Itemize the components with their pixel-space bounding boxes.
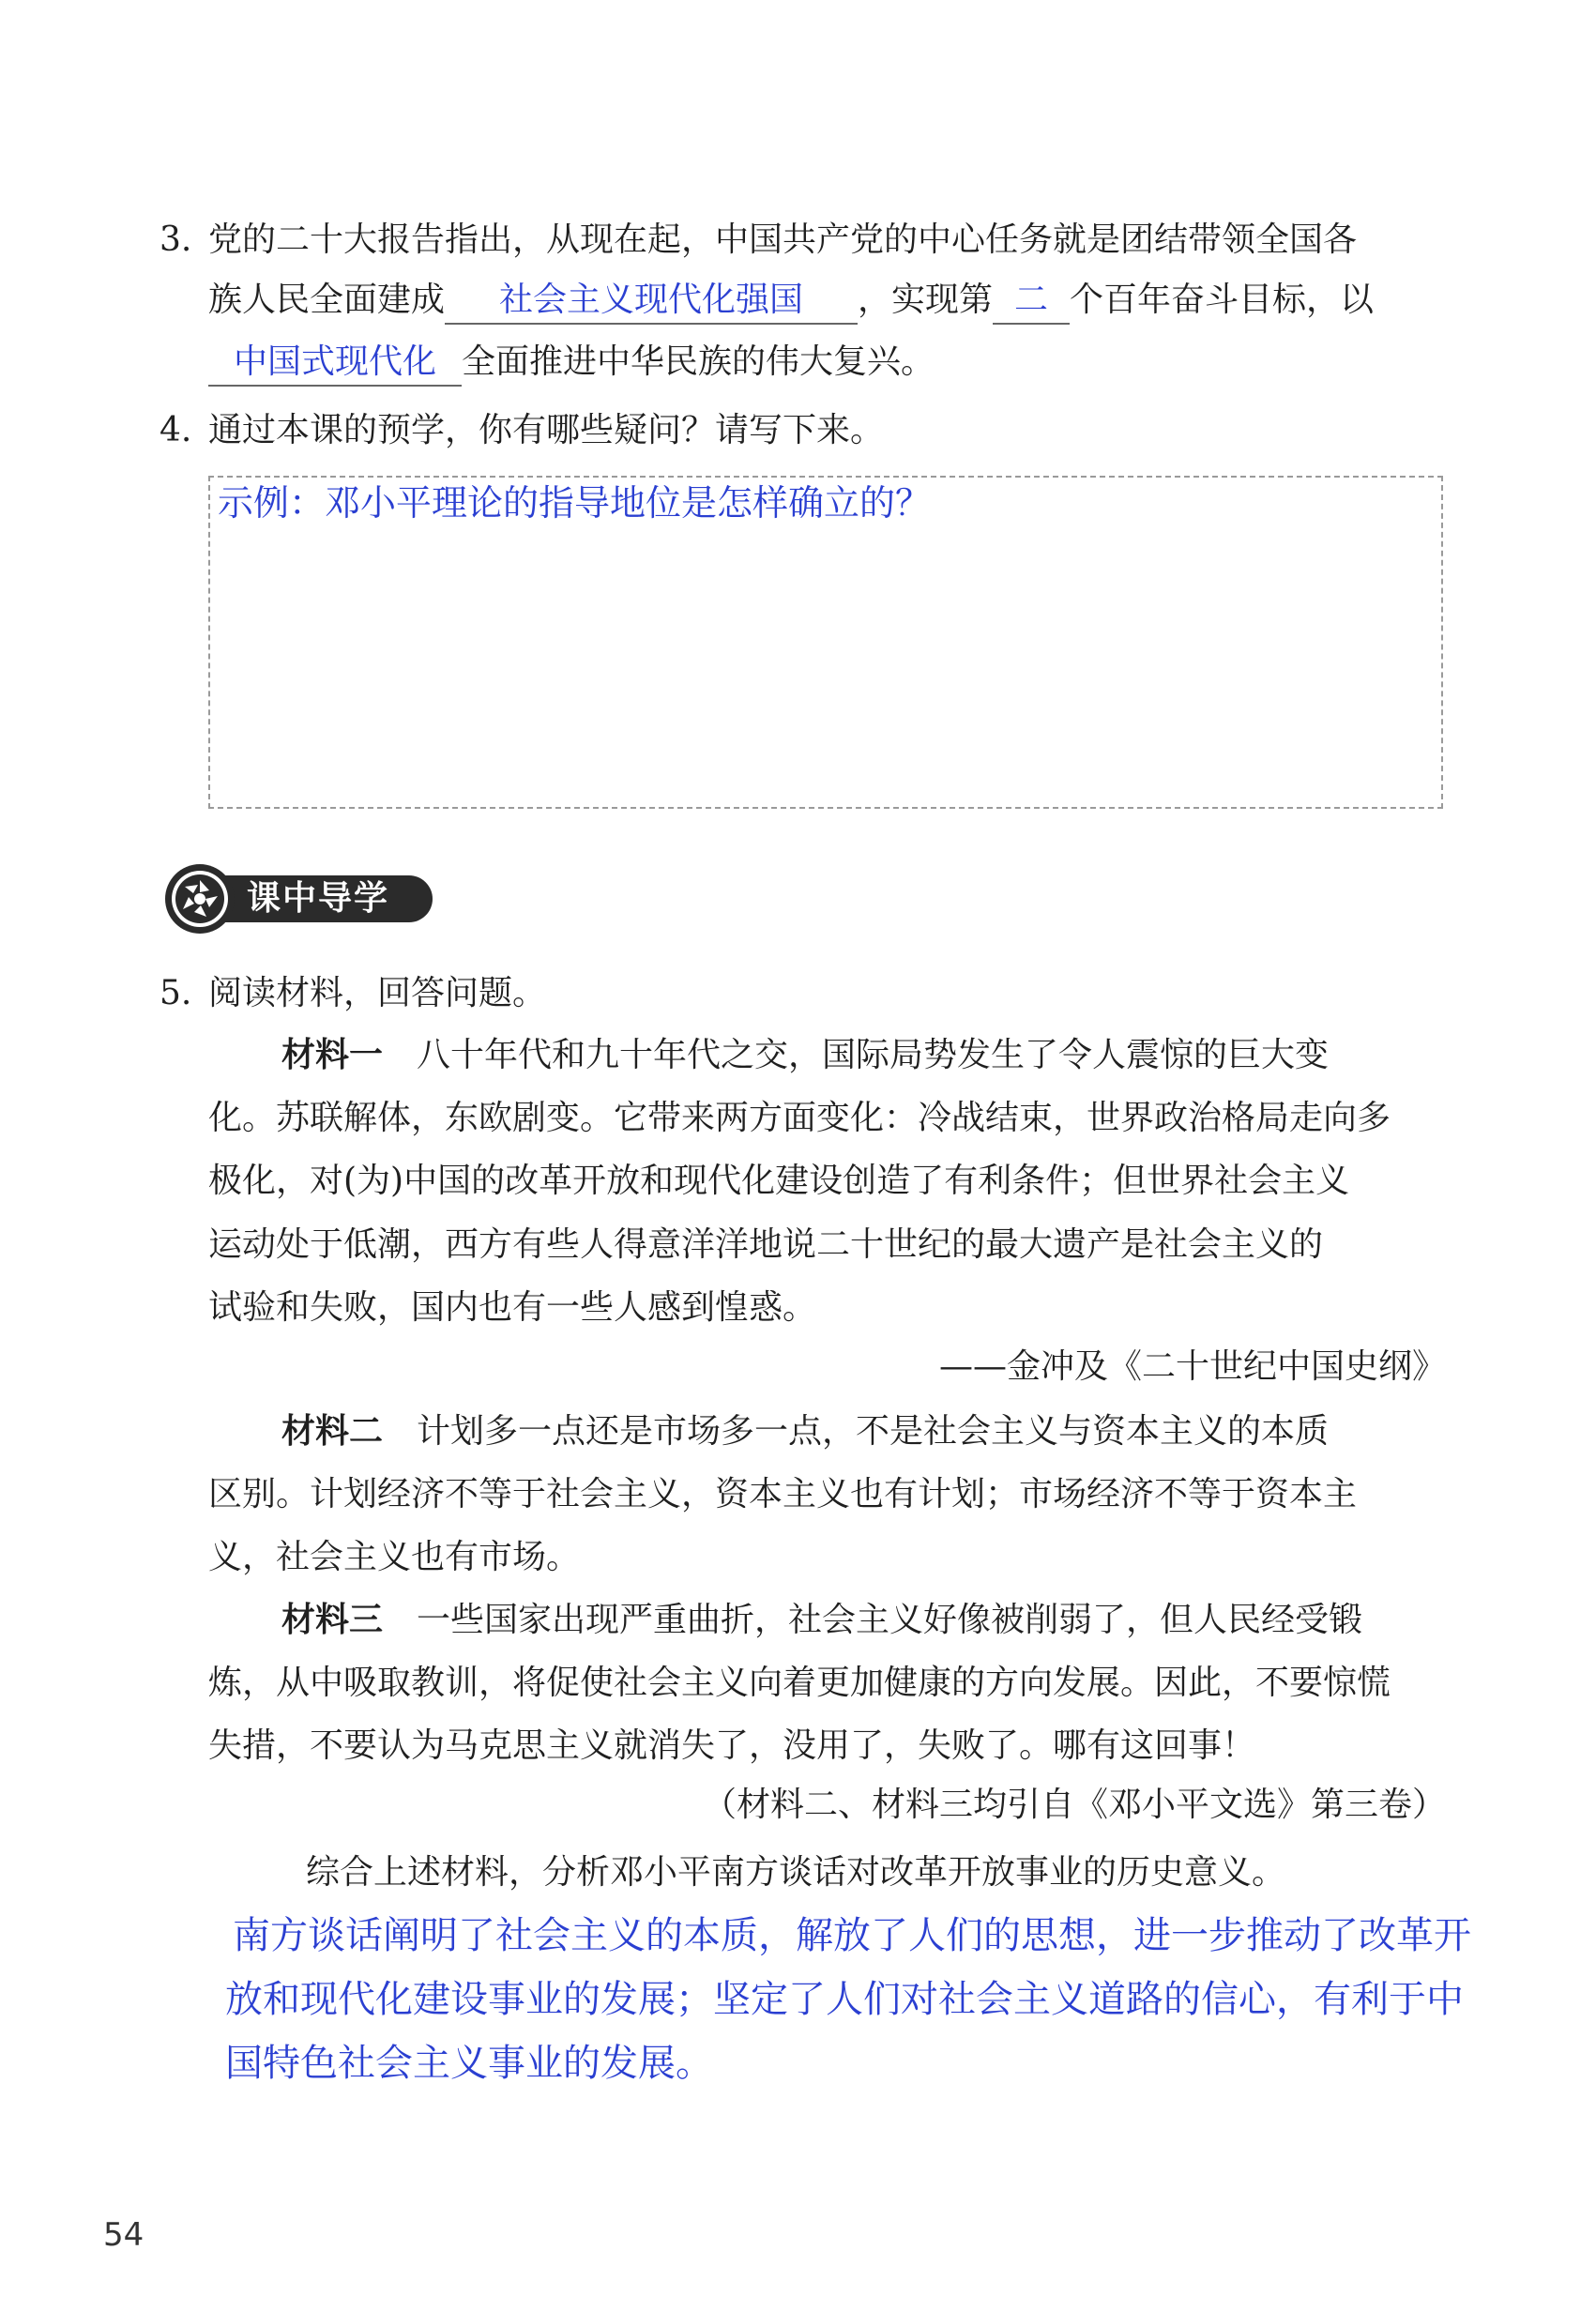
question-5-answer-line-2: 放和现代化建设事业的发展；坚定了人们对社会主义道路的信心，有利于中 — [225, 1978, 1464, 2021]
question-5-answer-line-1: 南方谈话阐明了社会主义的本质，解放了人们的思想，进一步推动了改革开 — [233, 1914, 1471, 1957]
answer-blank-3[interactable]: 中国式现代化 — [208, 340, 462, 387]
question-5-answer-line-3: 国特色社会主义事业的发展。 — [225, 2042, 713, 2085]
material-2-label: 材料二 — [281, 1412, 384, 1451]
material-2-line-2: 区别。计划经济不等于社会主义，资本主义也有计划；市场经济不等于资本主 — [208, 1475, 1358, 1513]
question-3-line-2 — [208, 278, 1374, 325]
page-number: 54 — [103, 2216, 144, 2254]
film-reel-icon — [162, 862, 237, 935]
material-1-source: ——金冲及《二十世纪中国史纲》 — [938, 1347, 1446, 1386]
question-3-text: 族人民全面建成 — [208, 281, 446, 319]
section-header — [162, 859, 434, 934]
material-1-line-4: 运动处于低潮，西方有些人得意洋洋地说二十世纪的最大遗产是社会主义的 — [208, 1225, 1324, 1264]
question-4-text: 通过本课的预学，你有哪些疑问？请写下来。 — [208, 411, 885, 449]
section-title: 课中导学 — [247, 879, 390, 918]
material-1-line-3: 极化，对(为)中国的改革开放和现代化建设创造了有利条件；但世界社会主义 — [208, 1162, 1350, 1200]
answer-blank-2[interactable]: 二 — [993, 278, 1070, 325]
material-3-line-3: 失措，不要认为马克思主义就消失了，没用了，失败了。哪有这回事！ — [208, 1726, 1256, 1765]
question-3-number: 3. — [160, 220, 192, 259]
question-3-text: 全面推进中华民族的伟大复兴。 — [462, 342, 935, 381]
answer-box[interactable] — [208, 476, 1443, 809]
question-4-answer: 示例：邓小平理论的指导地位是怎样确立的？ — [218, 482, 932, 524]
question-4-number: 4. — [160, 411, 192, 449]
material-3-line-1 — [281, 1598, 1362, 1643]
question-3-line-3 — [208, 340, 935, 387]
question-3-text: ，实现第 — [858, 281, 994, 319]
question-5-text: 阅读材料，回答问题。 — [208, 974, 547, 1012]
material-3-label: 材料三 — [281, 1601, 384, 1639]
material-2-3-source: （材料二、材料三均引自《邓小平文选》第三卷） — [702, 1786, 1446, 1824]
material-2-line-3: 义，社会主义也有市场。 — [208, 1538, 581, 1576]
material-2-text: 计划多一点还是市场多一点，不是社会主义与资本主义的本质 — [417, 1412, 1330, 1451]
material-1-line-2: 化。苏联解体，东欧剧变。它带来两方面变化：冷战结束，世界政治格局走向多 — [208, 1099, 1391, 1137]
material-2-line-1 — [281, 1409, 1329, 1454]
answer-blank-1[interactable]: 社会主义现代化强国 — [445, 278, 858, 325]
question-3-text: 个百年奋斗目标，以 — [1070, 281, 1375, 319]
material-1-text: 八十年代和九十年代之交，国际局势发生了令人震惊的巨大变 — [417, 1036, 1330, 1074]
material-1-line-5: 试验和失败，国内也有一些人感到惶惑。 — [208, 1288, 817, 1327]
question-5-number: 5. — [160, 974, 192, 1012]
question-5-prompt: 综合上述材料，分析邓小平南方谈话对改革开放事业的历史意义。 — [306, 1853, 1286, 1892]
material-1-line-1 — [281, 1033, 1329, 1078]
material-1-label: 材料一 — [281, 1036, 384, 1074]
material-3-line-2: 炼，从中吸取教训，将促使社会主义向着更加健康的方向发展。因此，不要惊慌 — [208, 1664, 1391, 1702]
question-3-line-1: 党的二十大报告指出，从现在起，中国共产党的中心任务就是团结带领全国各 — [208, 220, 1358, 259]
material-3-text: 一些国家出现严重曲折，社会主义好像被削弱了，但人民经受锻 — [417, 1601, 1363, 1639]
